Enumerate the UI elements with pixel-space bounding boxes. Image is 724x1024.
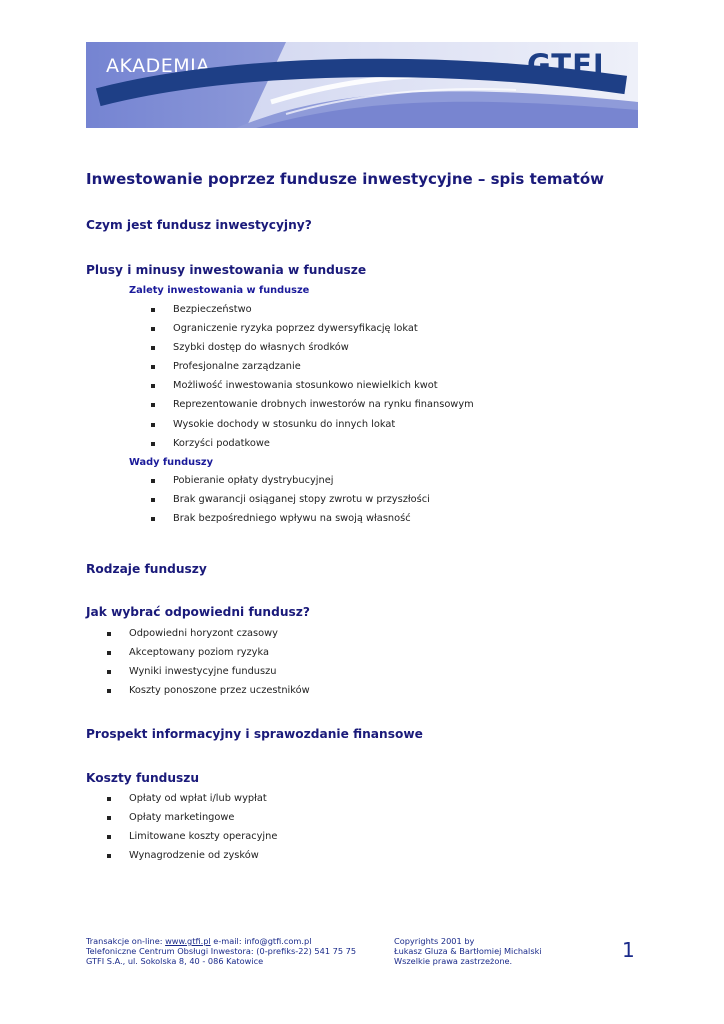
section-heading-prospectus: Prospekt informacyjny i sprawozdanie finansowe (86, 727, 423, 741)
bullet-icon (151, 517, 155, 521)
section-heading-fund-types: Rodzaje funduszy (86, 562, 207, 576)
bullet-icon (151, 442, 155, 446)
list-item: Limitowane koszty operacyjne (129, 830, 277, 849)
gtfi-logo: GTFI (527, 48, 605, 82)
footer-line-phone: Telefoniczne Centrum Obsługi Inwestora: (0-prefiks-22) 541 75 75 (86, 946, 357, 956)
bullet-icon (151, 384, 155, 388)
bullet-icon (107, 797, 111, 801)
list-item: Wyniki inwestycyjne funduszu (129, 665, 310, 684)
list-item: Opłaty marketingowe (129, 811, 277, 830)
disadvantages-list (173, 474, 430, 531)
bullet-icon (151, 346, 155, 350)
footer-copyright (394, 936, 542, 966)
page-title: Inwestowanie poprzez fundusze inwestycyjne – spis tematów (86, 170, 604, 188)
bullet-icon (151, 498, 155, 502)
section-heading-pros-cons: Plusy i minusy inwestowania w fundusze (86, 263, 367, 277)
logo-swoosh-icon (86, 42, 638, 128)
section-heading-what-is-fund: Czym jest fundusz inwestycyjny? (86, 218, 312, 232)
bullet-icon (151, 479, 155, 483)
bullet-icon (107, 835, 111, 839)
list-item: Opłaty od wpłat i/lub wypłat (129, 792, 277, 811)
banner-title: AKADEMIA (106, 55, 210, 77)
page-number: 1 (622, 938, 635, 962)
list-item: Pobieranie opłaty dystrybucyjnej (173, 474, 430, 493)
fund-costs-list (129, 792, 277, 868)
bullet-icon (107, 632, 111, 636)
website-link[interactable]: www.gtfi.pl (165, 936, 211, 946)
bullet-icon (107, 651, 111, 655)
subheading-disadvantages: Wady funduszy (129, 457, 213, 468)
bullet-icon (107, 670, 111, 674)
subheading-advantages: Zalety inwestowania w fundusze (129, 285, 310, 296)
list-item: Profesjonalne zarządzanie (173, 360, 474, 379)
section-heading-choose-fund: Jak wybrać odpowiedni fundusz? (86, 605, 310, 619)
footer-line-online: Transakcje on-line: www.gtfi.pl e-mail: info@gtfi.com.pl (86, 936, 312, 946)
list-item: Reprezentowanie drobnych inwestorów na rynku finansowym (173, 398, 474, 417)
bullet-icon (107, 854, 111, 858)
bullet-icon (151, 308, 155, 312)
list-item: Akceptowany poziom ryzyka (129, 646, 310, 665)
header-banner (86, 42, 638, 128)
bullet-icon (151, 327, 155, 331)
list-item: Korzyści podatkowe (173, 437, 474, 456)
list-item: Wynagrodzenie od zysków (129, 849, 277, 868)
advantages-list (173, 303, 474, 456)
footer-line-address: GTFI S.A., ul. Sokolska 8, 40 - 086 Katowice (86, 956, 264, 966)
bullet-icon (107, 689, 111, 693)
list-item: Brak bezpośredniego wpływu na swoją własność (173, 512, 430, 531)
list-item: Możliwość inwestowania stosunkowo niewielkich kwot (173, 379, 474, 398)
list-item: Ograniczenie ryzyka poprzez dywersyfikację lokat (173, 322, 474, 341)
bullet-icon (151, 403, 155, 407)
footer-contact (86, 936, 356, 966)
list-item: Wysokie dochody w stosunku do innych lokat (173, 418, 474, 437)
list-item: Odpowiedni horyzont czasowy (129, 627, 310, 646)
list-item: Szybki dostęp do własnych środków (173, 341, 474, 360)
copyright-rights: Wszelkie prawa zastrzeżone. (394, 956, 513, 966)
list-item: Brak gwarancji osiąganej stopy zwrotu w przyszłości (173, 493, 430, 512)
list-item: Koszty ponoszone przez uczestników (129, 684, 310, 703)
copyright-line: Copyrights 2001 by (394, 936, 475, 946)
choose-fund-list (129, 627, 310, 703)
list-item: Bezpieczeństwo (173, 303, 474, 322)
bullet-icon (151, 365, 155, 369)
section-heading-fund-costs: Koszty funduszu (86, 771, 200, 785)
bullet-icon (151, 423, 155, 427)
copyright-authors: Łukasz Gluza & Bartłomiej Michalski (394, 946, 542, 956)
bullet-icon (107, 816, 111, 820)
